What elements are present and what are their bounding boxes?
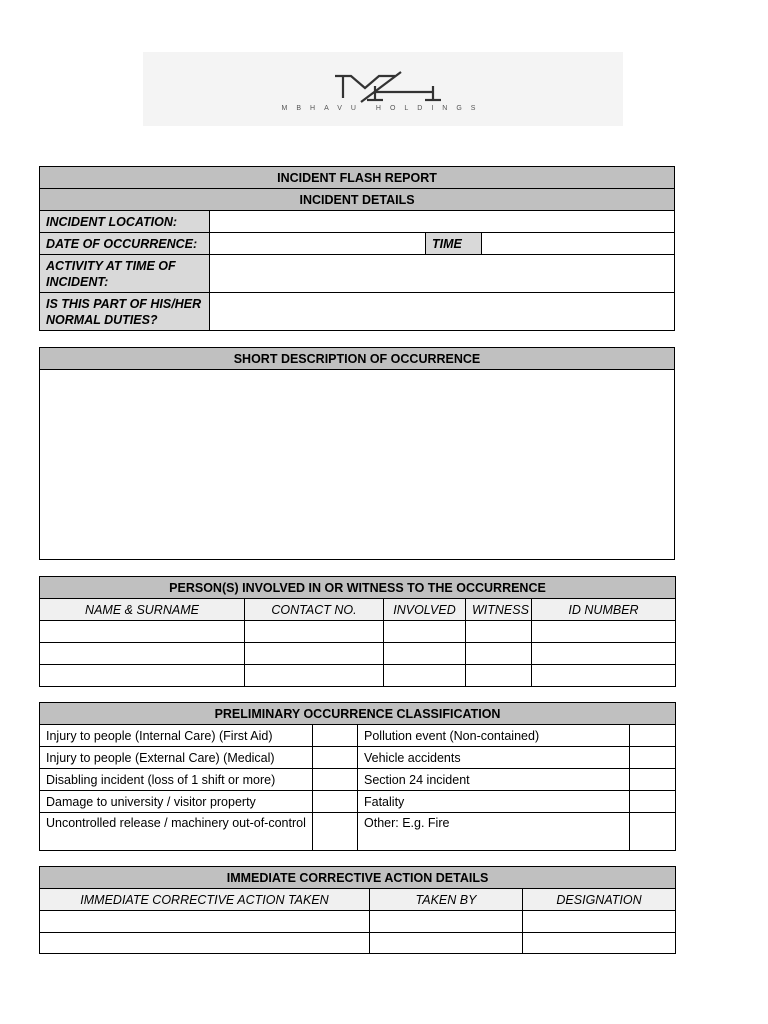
date-of-occurrence-field[interactable] xyxy=(210,233,426,255)
table-cell[interactable] xyxy=(245,665,384,687)
classification-label: Other: E.g. Fire xyxy=(358,813,630,851)
table-cell[interactable] xyxy=(40,621,245,643)
classification-checkbox[interactable] xyxy=(630,791,676,813)
classification-checkbox[interactable] xyxy=(313,769,358,791)
table-cell[interactable] xyxy=(384,643,466,665)
company-logo xyxy=(143,52,623,126)
table-cell[interactable] xyxy=(370,911,523,933)
table-cell[interactable] xyxy=(532,621,676,643)
table-cell[interactable] xyxy=(384,621,466,643)
description-table xyxy=(39,347,675,560)
persons-table xyxy=(39,576,676,687)
description-field[interactable] xyxy=(40,370,675,560)
table-cell[interactable] xyxy=(466,643,532,665)
table-row xyxy=(40,643,676,665)
incident-location-field[interactable] xyxy=(210,211,675,233)
table-row xyxy=(40,911,676,933)
table-row xyxy=(40,665,676,687)
incident-details-header: INCIDENT DETAILS xyxy=(40,189,675,211)
incident-details-table xyxy=(39,166,675,331)
report-title: INCIDENT FLASH REPORT xyxy=(40,167,675,189)
table-cell[interactable] xyxy=(40,911,370,933)
classification-label: Injury to people (Internal Care) (First Aid) xyxy=(40,725,313,747)
activity-field[interactable] xyxy=(210,255,675,293)
classification-checkbox[interactable] xyxy=(630,725,676,747)
classification-label: Section 24 incident xyxy=(358,769,630,791)
table-cell[interactable] xyxy=(523,911,676,933)
column-header: CONTACT NO. xyxy=(245,599,384,621)
date-of-occurrence-label: DATE OF OCCURRENCE: xyxy=(40,233,210,255)
column-header: NAME & SURNAME xyxy=(40,599,245,621)
classification-label: Uncontrolled release / machinery out-of-control xyxy=(40,813,313,851)
table-cell[interactable] xyxy=(384,665,466,687)
classification-label: Fatality xyxy=(358,791,630,813)
persons-header: PERSON(S) INVOLVED IN OR WITNESS TO THE OCCURRENCE xyxy=(40,577,676,599)
time-field[interactable] xyxy=(482,233,675,255)
normal-duties-field[interactable] xyxy=(210,293,675,331)
classification-label: Pollution event (Non-contained) xyxy=(358,725,630,747)
column-header: INVOLVED xyxy=(384,599,466,621)
classification-checkbox[interactable] xyxy=(630,769,676,791)
table-cell[interactable] xyxy=(245,643,384,665)
classification-checkbox[interactable] xyxy=(313,747,358,769)
table-cell[interactable] xyxy=(532,665,676,687)
description-header: SHORT DESCRIPTION OF OCCURRENCE xyxy=(40,348,675,370)
table-cell[interactable] xyxy=(40,933,370,954)
column-header: ID NUMBER xyxy=(532,599,676,621)
corrective-action-table xyxy=(39,866,676,954)
table-cell[interactable] xyxy=(370,933,523,954)
classification-table xyxy=(39,702,676,851)
column-header: WITNESS xyxy=(466,599,532,621)
table-cell[interactable] xyxy=(523,933,676,954)
classification-checkbox[interactable] xyxy=(313,791,358,813)
time-label: TIME xyxy=(426,233,482,255)
classification-label: Disabling incident (loss of 1 shift or more) xyxy=(40,769,313,791)
column-header: IMMEDIATE CORRECTIVE ACTION TAKEN xyxy=(40,889,370,911)
monogram-logo-icon xyxy=(143,52,623,126)
incident-location-label: INCIDENT LOCATION: xyxy=(40,211,210,233)
table-cell[interactable] xyxy=(40,643,245,665)
table-cell[interactable] xyxy=(245,621,384,643)
table-cell[interactable] xyxy=(466,621,532,643)
classification-label: Injury to people (External Care) (Medical) xyxy=(40,747,313,769)
classification-checkbox[interactable] xyxy=(313,725,358,747)
table-row xyxy=(40,933,676,954)
classification-checkbox[interactable] xyxy=(313,813,358,851)
table-row xyxy=(40,621,676,643)
corrective-action-header: IMMEDIATE CORRECTIVE ACTION DETAILS xyxy=(40,867,676,889)
classification-checkbox[interactable] xyxy=(630,813,676,851)
activity-label: ACTIVITY AT TIME OF INCIDENT: xyxy=(40,255,210,293)
classification-label: Vehicle accidents xyxy=(358,747,630,769)
table-cell[interactable] xyxy=(466,665,532,687)
company-name: MBHAVU HOLDINGS xyxy=(281,105,485,112)
column-header: TAKEN BY xyxy=(370,889,523,911)
table-cell[interactable] xyxy=(40,665,245,687)
classification-header: PRELIMINARY OCCURRENCE CLASSIFICATION xyxy=(40,703,676,725)
classification-checkbox[interactable] xyxy=(630,747,676,769)
normal-duties-label: IS THIS PART OF HIS/HER NORMAL DUTIES? xyxy=(40,293,210,331)
table-cell[interactable] xyxy=(532,643,676,665)
column-header: DESIGNATION xyxy=(523,889,676,911)
classification-label: Damage to university / visitor property xyxy=(40,791,313,813)
